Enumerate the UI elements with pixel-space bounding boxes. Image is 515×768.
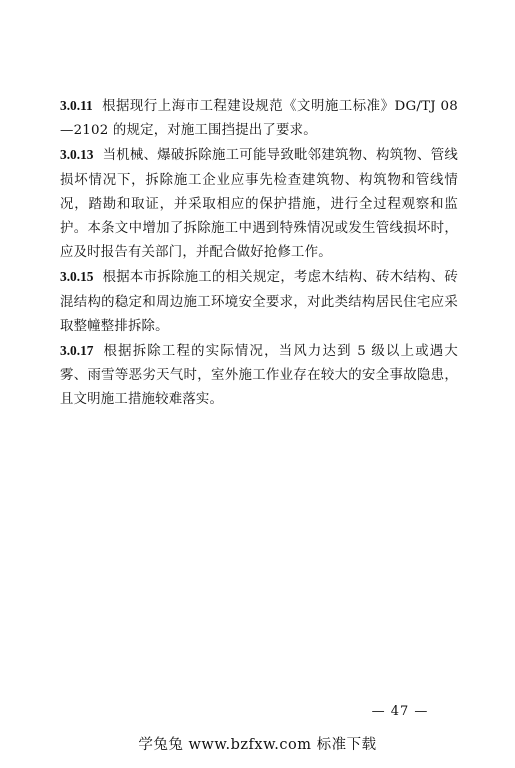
clause-number: 3.0.11 bbox=[60, 98, 93, 113]
clause-text: 当机械、爆破拆除施工可能导致毗邻建筑物、构筑物、管线损坏情况下，拆除施工企业应事先检查建筑物、构筑物和管线情况，踏勘和取证，并采取相应的保护措施，进行全过程观察和监护。本条文中增加了拆除施工中遇到特殊情况或发生管线损坏时，应及时报告有关部门，并配合做好抢修工作。 bbox=[60, 148, 458, 261]
page-number: — 47 — bbox=[371, 704, 429, 719]
clause-3-0-15 bbox=[60, 265, 458, 339]
watermark-text: 学兔兔 www.bzfxw.com 标准下载 bbox=[138, 737, 377, 753]
clause-text: 根据拆除工程的实际情况，当风力达到 5 级以上或遇大雾、雨雪等恶劣天气时，室外施工作业存在较大的安全事故隐患，且文明施工措施较难落实。 bbox=[60, 344, 458, 408]
clause-number: 3.0.15 bbox=[60, 269, 94, 285]
clause-number: 3.0.17 bbox=[60, 343, 94, 359]
clause-list bbox=[60, 94, 458, 413]
clause-3-0-11 bbox=[60, 94, 458, 143]
clause-number: 3.0.13 bbox=[60, 147, 94, 163]
clause-text: 根据现行上海市工程建设规范《文明施工标准》DG/TJ 08—2102 的规定，对施工围挡提出了要求。 bbox=[60, 99, 458, 139]
clause-3-0-17 bbox=[60, 339, 458, 413]
clause-text: 根据本市拆除施工的相关规定，考虑木结构、砖木结构、砖混结构的稳定和周边施工环境安全要求，对此类结构居民住宅应采取整幢整排拆除。 bbox=[60, 270, 458, 334]
clause-3-0-13 bbox=[60, 143, 458, 265]
